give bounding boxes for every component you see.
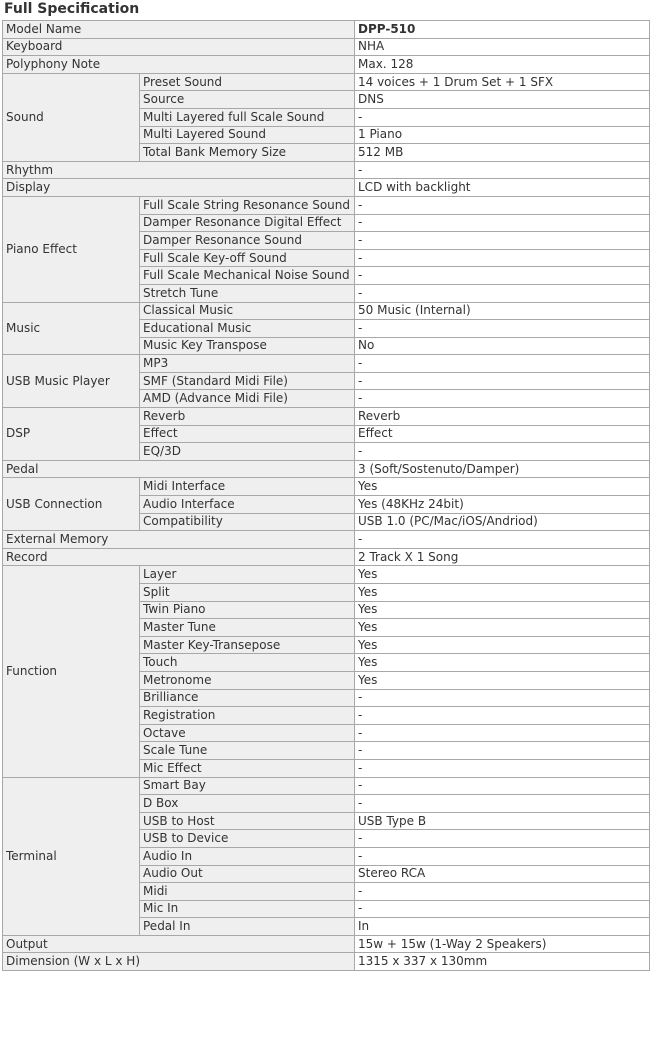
- spec-value: DPP-510: [355, 21, 650, 39]
- spec-label: Full Scale Key-off Sound: [140, 249, 355, 267]
- spec-value: 1315 x 337 x 130mm: [355, 953, 650, 971]
- spec-label: Mic In: [140, 900, 355, 918]
- table-row: [3, 179, 650, 197]
- spec-label: Total Bank Memory Size: [140, 144, 355, 162]
- spec-value: -: [355, 777, 650, 795]
- spec-label: Multi Layered Sound: [140, 126, 355, 144]
- spec-value: -: [355, 742, 650, 760]
- spec-label: USB to Host: [140, 812, 355, 830]
- spec-label: EQ/3D: [140, 443, 355, 461]
- spec-value: -: [355, 320, 650, 338]
- spec-value: -: [355, 355, 650, 373]
- table-row: [3, 355, 650, 373]
- spec-label: Effect: [140, 425, 355, 443]
- spec-label: Source: [140, 91, 355, 109]
- group-label: USB Music Player: [3, 355, 140, 408]
- spec-label: Registration: [140, 707, 355, 725]
- spec-label: Reverb: [140, 408, 355, 426]
- spec-value: 2 Track X 1 Song: [355, 548, 650, 566]
- spec-label: Music Key Transpose: [140, 337, 355, 355]
- spec-table: [2, 20, 650, 971]
- group-label: Function: [3, 566, 140, 777]
- spec-value: -: [355, 883, 650, 901]
- spec-label: Rhythm: [3, 161, 355, 179]
- spec-value: NHA: [355, 38, 650, 56]
- spec-label: D Box: [140, 795, 355, 813]
- spec-value: Yes (48KHz 24bit): [355, 496, 650, 514]
- table-row: [3, 38, 650, 56]
- spec-value: Stereo RCA: [355, 865, 650, 883]
- spec-label: Octave: [140, 724, 355, 742]
- spec-label: Compatibility: [140, 513, 355, 531]
- spec-value: -: [355, 214, 650, 232]
- spec-label: Educational Music: [140, 320, 355, 338]
- spec-label: Metronome: [140, 671, 355, 689]
- spec-value: -: [355, 724, 650, 742]
- spec-label: Split: [140, 584, 355, 602]
- spec-label: Keyboard: [3, 38, 355, 56]
- table-row: [3, 531, 650, 549]
- spec-value: 512 MB: [355, 144, 650, 162]
- table-row: [3, 196, 650, 214]
- spec-label: Preset Sound: [140, 73, 355, 91]
- spec-label: Twin Piano: [140, 601, 355, 619]
- spec-value: -: [355, 531, 650, 549]
- spec-label: Midi: [140, 883, 355, 901]
- spec-label: Dimension (W x L x H): [3, 953, 355, 971]
- table-row: [3, 777, 650, 795]
- spec-value: Yes: [355, 671, 650, 689]
- spec-value: LCD with backlight: [355, 179, 650, 197]
- spec-label: Layer: [140, 566, 355, 584]
- spec-value: Yes: [355, 601, 650, 619]
- spec-value: -: [355, 707, 650, 725]
- spec-label: Smart Bay: [140, 777, 355, 795]
- spec-value: -: [355, 161, 650, 179]
- spec-label: Damper Resonance Digital Effect: [140, 214, 355, 232]
- spec-label: Touch: [140, 654, 355, 672]
- spec-value: Max. 128: [355, 56, 650, 74]
- spec-label: Pedal In: [140, 918, 355, 936]
- spec-label: Audio In: [140, 847, 355, 865]
- page-title: Full Specification: [4, 1, 140, 17]
- table-row: [3, 302, 650, 320]
- spec-label: Master Tune: [140, 619, 355, 637]
- spec-label: Stretch Tune: [140, 284, 355, 302]
- table-row: [3, 478, 650, 496]
- table-row: [3, 73, 650, 91]
- spec-value: USB Type B: [355, 812, 650, 830]
- table-row: [3, 408, 650, 426]
- spec-label: Classical Music: [140, 302, 355, 320]
- table-row: [3, 548, 650, 566]
- spec-label: Display: [3, 179, 355, 197]
- spec-value: Yes: [355, 584, 650, 602]
- spec-label: Model Name: [3, 21, 355, 39]
- spec-value: Yes: [355, 566, 650, 584]
- spec-value: 14 voices + 1 Drum Set + 1 SFX: [355, 73, 650, 91]
- spec-value: No: [355, 337, 650, 355]
- spec-label: Polyphony Note: [3, 56, 355, 74]
- spec-label: Audio Out: [140, 865, 355, 883]
- group-label: Sound: [3, 73, 140, 161]
- spec-value: -: [355, 795, 650, 813]
- spec-label: USB to Device: [140, 830, 355, 848]
- spec-value: -: [355, 443, 650, 461]
- spec-value: -: [355, 108, 650, 126]
- spec-value: -: [355, 847, 650, 865]
- spec-value: 3 (Soft/Sostenuto/Damper): [355, 460, 650, 478]
- spec-label: Record: [3, 548, 355, 566]
- spec-value: -: [355, 390, 650, 408]
- spec-value: -: [355, 249, 650, 267]
- table-row: [3, 161, 650, 179]
- spec-value: -: [355, 900, 650, 918]
- group-label: USB Connection: [3, 478, 140, 531]
- spec-value: -: [355, 372, 650, 390]
- spec-label: Mic Effect: [140, 759, 355, 777]
- group-label: Music: [3, 302, 140, 355]
- spec-value: -: [355, 232, 650, 250]
- spec-label: Scale Tune: [140, 742, 355, 760]
- spec-value: Yes: [355, 654, 650, 672]
- spec-label: Midi Interface: [140, 478, 355, 496]
- table-row: [3, 21, 650, 39]
- table-row: [3, 566, 650, 584]
- spec-value: Effect: [355, 425, 650, 443]
- spec-value: -: [355, 196, 650, 214]
- table-row: [3, 460, 650, 478]
- spec-value: 15w + 15w (1-Way 2 Speakers): [355, 935, 650, 953]
- spec-label: Pedal: [3, 460, 355, 478]
- spec-label: Multi Layered full Scale Sound: [140, 108, 355, 126]
- group-label: DSP: [3, 408, 140, 461]
- spec-value: Yes: [355, 636, 650, 654]
- spec-label: Full Scale String Resonance Sound: [140, 196, 355, 214]
- spec-value: -: [355, 759, 650, 777]
- spec-label: AMD (Advance Midi File): [140, 390, 355, 408]
- spec-label: Brilliance: [140, 689, 355, 707]
- spec-value: -: [355, 284, 650, 302]
- table-row: [3, 953, 650, 971]
- spec-label: SMF (Standard Midi File): [140, 372, 355, 390]
- spec-value: 50 Music (Internal): [355, 302, 650, 320]
- spec-label: Audio Interface: [140, 496, 355, 514]
- spec-value: Yes: [355, 619, 650, 637]
- spec-value: DNS: [355, 91, 650, 109]
- group-label: Piano Effect: [3, 196, 140, 302]
- spec-label: Full Scale Mechanical Noise Sound: [140, 267, 355, 285]
- group-label: Terminal: [3, 777, 140, 935]
- spec-label: Damper Resonance Sound: [140, 232, 355, 250]
- spec-value: Yes: [355, 478, 650, 496]
- spec-value: -: [355, 267, 650, 285]
- spec-value: -: [355, 830, 650, 848]
- spec-value: Reverb: [355, 408, 650, 426]
- spec-label: External Memory: [3, 531, 355, 549]
- table-row: [3, 935, 650, 953]
- spec-value: 1 Piano: [355, 126, 650, 144]
- spec-value: USB 1.0 (PC/Mac/iOS/Andriod): [355, 513, 650, 531]
- spec-value: In: [355, 918, 650, 936]
- spec-label: Output: [3, 935, 355, 953]
- table-row: [3, 56, 650, 74]
- spec-value: -: [355, 689, 650, 707]
- spec-label: MP3: [140, 355, 355, 373]
- spec-label: Master Key-Transepose: [140, 636, 355, 654]
